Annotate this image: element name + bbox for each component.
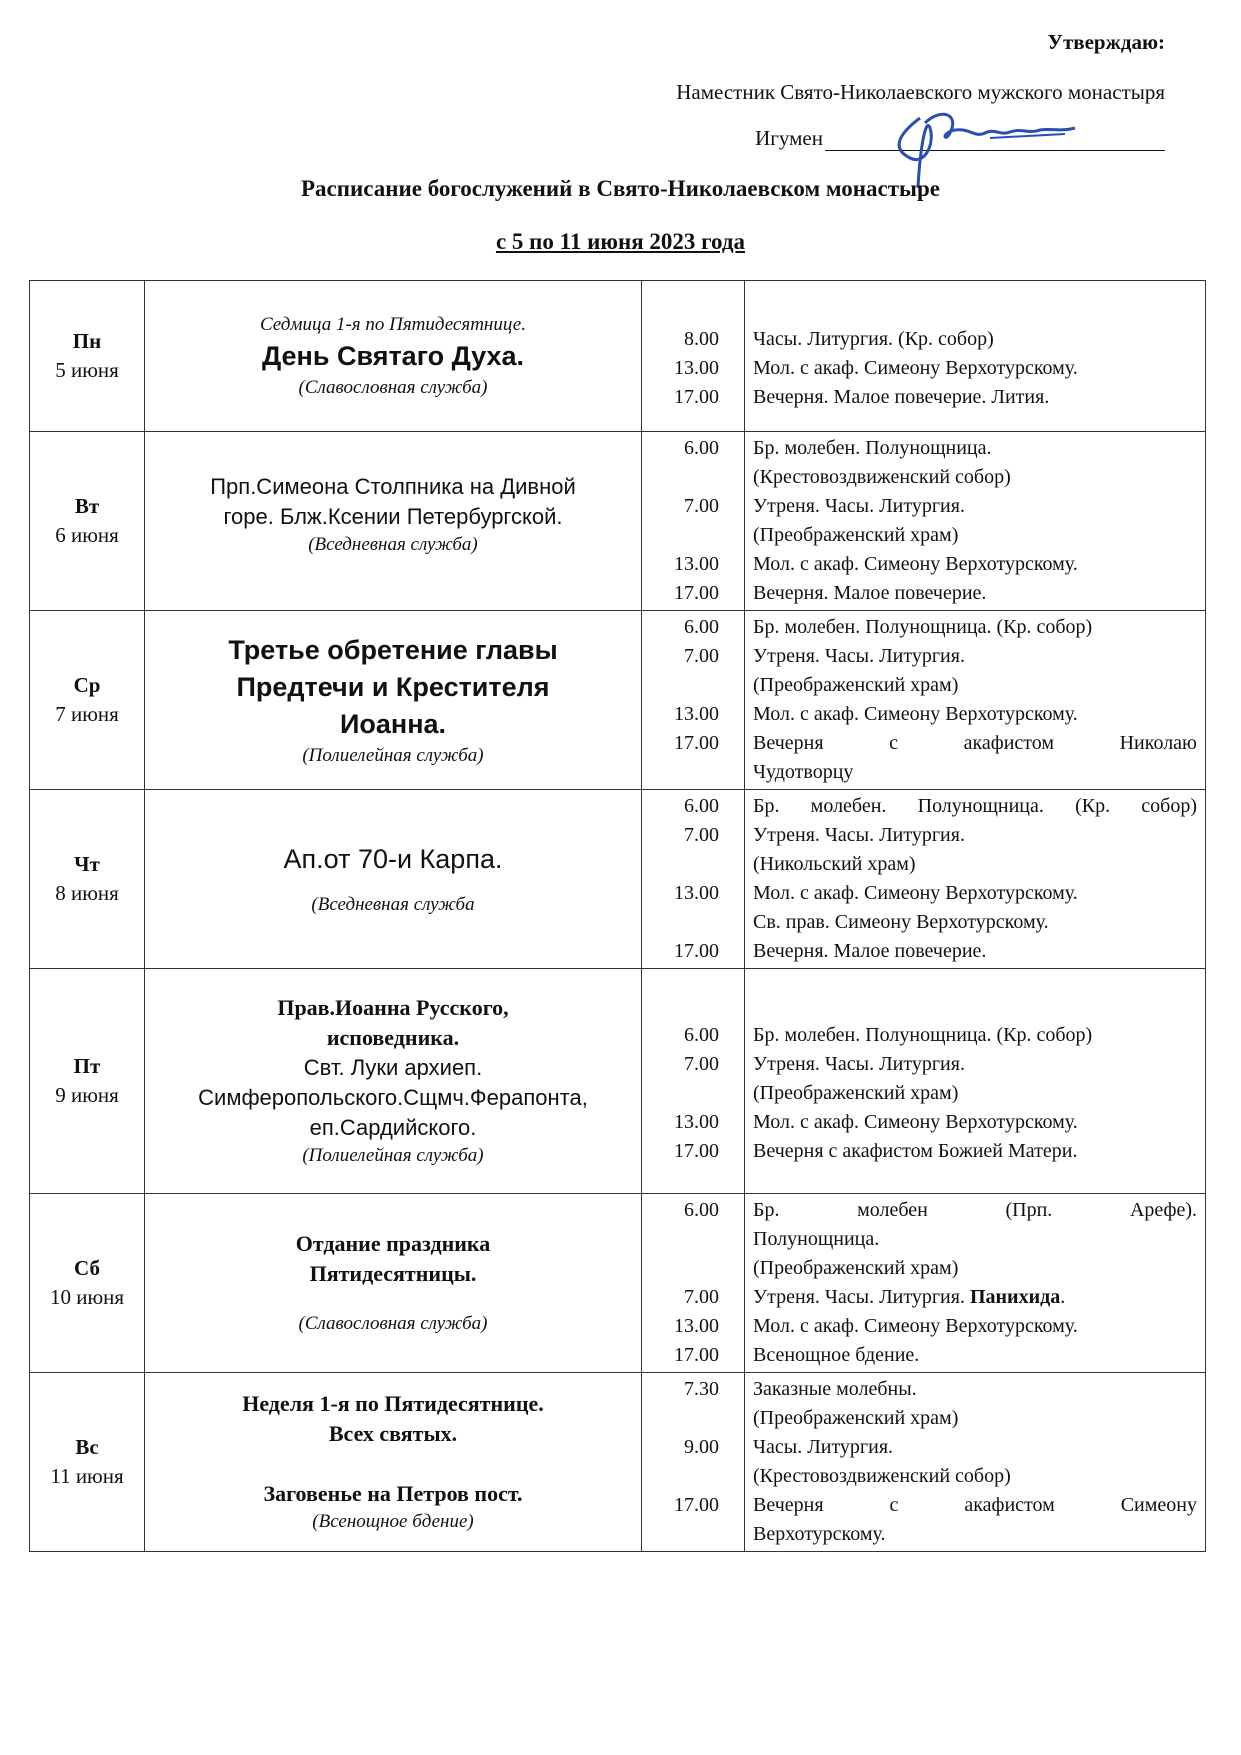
service-line: Вечерня с акафистом Николаю (753, 732, 1197, 754)
day-cell (30, 281, 145, 432)
schedule-table (29, 280, 1206, 1552)
service-type: (Славословная служба) (298, 1313, 488, 1334)
day-cell (30, 432, 145, 611)
service-time: 13.00 (674, 882, 719, 904)
service-time: 7.00 (684, 1052, 719, 1075)
service-time: 7.00 (684, 824, 719, 846)
service-line: Вечерня. Малое повечерие. (753, 582, 987, 604)
feast-title: Пятидесятницы. (309, 1261, 477, 1286)
service-time: 6.00 (684, 437, 719, 459)
service-time: 13.00 (674, 1110, 719, 1133)
service-type: (Вседневная служба) (308, 534, 478, 555)
service-time: 9.00 (684, 1436, 719, 1458)
service-time (650, 1462, 719, 1491)
service-line: Вечерня. Малое повечерие. (753, 940, 987, 962)
weekday: Ср (73, 673, 101, 697)
time-cell (642, 969, 745, 1194)
feast-saint: Симферопольского.Сщмч.Ферапонта, (198, 1085, 588, 1110)
feast-cell (145, 432, 642, 611)
feast-saint: Свт. Луки архиеп. (303, 1055, 483, 1080)
day-cell (30, 1194, 145, 1373)
service-line: Всенощное бдение. (753, 1344, 920, 1366)
time-cell (642, 790, 745, 969)
date: 6 июня (55, 523, 119, 547)
time-cell (642, 281, 745, 432)
service-line: Утреня. Часы. Литургия. Панихида. (753, 1286, 1066, 1308)
feast-title: Неделя 1-я по Пятидесятнице. (242, 1391, 544, 1416)
services-cell (745, 790, 1206, 969)
weekday: Вт (74, 494, 100, 518)
service-line: Мол. с акаф. Симеону Верхотурскому. (753, 703, 1078, 725)
service-type: (Славословная служба) (298, 376, 488, 398)
feast-cell (145, 1194, 642, 1373)
service-line: Св. прав. Симеону Верхотурскому. (753, 911, 1049, 933)
service-time: 13.00 (674, 1315, 719, 1337)
feast-title: Третье обретение главы (228, 634, 558, 665)
service-line: (Преображенский храм) (753, 674, 959, 696)
service-type: (Всенощное бдение) (312, 1511, 474, 1532)
service-time: 13.00 (674, 356, 719, 379)
service-time: 6.00 (684, 1199, 719, 1221)
service-time (650, 463, 719, 492)
service-time: 6.00 (684, 795, 719, 817)
service-time: 13.00 (674, 553, 719, 575)
services-cell (745, 281, 1206, 432)
service-line: Бр. молебен (Прп. Арефе). (753, 1199, 1197, 1221)
weekday: Пт (73, 1054, 101, 1078)
service-time: 17.00 (674, 385, 719, 408)
feast-cell (145, 790, 642, 969)
feast-cell (145, 611, 642, 790)
services-cell (745, 1194, 1206, 1373)
feast-title: Заговенье на Петров пост. (263, 1481, 523, 1506)
service-time: 6.00 (684, 616, 719, 638)
service-time: 17.00 (674, 940, 719, 962)
services-cell (745, 611, 1206, 790)
service-type: (Вседневная служба (311, 893, 475, 915)
weekday: Сб (74, 1256, 100, 1280)
abbot-label: Игумен (755, 126, 823, 150)
service-line: Часы. Литургия. (753, 1436, 894, 1458)
service-time (650, 671, 719, 700)
feast-saint: еп.Сардийского. (309, 1115, 477, 1140)
service-line: Вечерня с акафистом Симеону (753, 1494, 1197, 1516)
weekday: Вс (75, 1435, 99, 1459)
service-line: Утреня. Часы. Литургия. (753, 824, 965, 846)
service-line: Мол. с акаф. Симеону Верхотурскому. (753, 882, 1078, 904)
feast-title: Прп.Симеона Столпника на Дивной (210, 474, 576, 499)
time-cell (642, 1194, 745, 1373)
service-time (650, 521, 719, 550)
service-time (650, 758, 719, 787)
feast-title: горе. Блж.Ксении Петербургской. (223, 504, 563, 529)
service-line: Чудотворцу (753, 761, 854, 783)
service-type: (Полиелейная служба) (302, 744, 484, 766)
service-time: 7.00 (684, 645, 719, 667)
document-subtitle (0, 229, 1241, 255)
time-cell (642, 432, 745, 611)
approval-label: Утверждаю: (1047, 30, 1165, 54)
date: 5 июня (55, 358, 119, 382)
service-line: Часы. Литургия. (Кр. собор) (753, 327, 994, 350)
service-line: (Преображенский храм) (753, 1407, 959, 1429)
service-time: 7.00 (684, 495, 719, 517)
service-time: 13.00 (674, 703, 719, 725)
service-line: (Крестовоздвиженский собор) (753, 1465, 1011, 1487)
service-line: Верхотурскому. (753, 1523, 886, 1545)
service-time (650, 1404, 719, 1433)
service-line: Вечерня с акафистом Божией Матери. (753, 1139, 1078, 1162)
date: 8 июня (55, 881, 119, 905)
document-title: Расписание богослужений в Свято-Николаевском монастыре (301, 176, 940, 201)
feast-title: Прав.Иоанна Русского, (277, 995, 509, 1020)
feast-cell (145, 281, 642, 432)
vicar-title: Наместник Свято-Николаевского мужского монастыря (676, 80, 1165, 104)
service-line: (Преображенский храм) (753, 1081, 959, 1104)
services-cell (745, 1373, 1206, 1552)
table-row (30, 281, 1206, 432)
service-line: (Никольский храм) (753, 853, 916, 875)
date: 7 июня (55, 702, 119, 726)
day-cell (30, 1373, 145, 1552)
day-cell (30, 611, 145, 790)
time-cell (642, 611, 745, 790)
date: 11 июня (50, 1464, 124, 1488)
service-line: Бр. молебен. Полунощница. (753, 437, 992, 459)
service-time: 17.00 (674, 732, 719, 754)
service-line: Полунощница. (753, 1228, 880, 1250)
service-time: 17.00 (674, 1344, 719, 1366)
service-time (650, 1520, 719, 1549)
service-line: Мол. с акаф. Симеону Верхотурскому. (753, 356, 1078, 379)
date: 10 июня (49, 1285, 125, 1309)
service-line: (Крестовоздвиженский собор) (753, 466, 1011, 488)
table-row (30, 790, 1206, 969)
spacer (242, 1449, 544, 1479)
service-line: Мол. с акаф. Симеону Верхотурскому. (753, 553, 1078, 575)
service-time (650, 908, 719, 937)
time-cell (642, 1373, 745, 1552)
service-time: 7.00 (684, 1286, 719, 1308)
feast-title: День Святаго Духа. (261, 340, 525, 371)
service-time: 17.00 (674, 1494, 719, 1516)
service-time: 17.00 (674, 1139, 719, 1162)
service-time: 17.00 (674, 582, 719, 604)
service-time (650, 1254, 719, 1283)
day-cell (30, 969, 145, 1194)
service-line: Вечерня. Малое повечерие. Лития. (753, 385, 1050, 408)
service-line: Бр. молебен. Полунощница. (Кр. собор) (753, 616, 1093, 638)
table-row (30, 611, 1206, 790)
service-line: Бр. молебен. Полунощница. (Кр. собор) (753, 795, 1197, 817)
date: 9 июня (55, 1083, 119, 1107)
table-row (30, 1194, 1206, 1373)
service-line: Утреня. Часы. Литургия. (753, 645, 965, 667)
day-cell (30, 790, 145, 969)
feast-title: Отдание праздника (295, 1231, 491, 1256)
service-time: 6.00 (684, 1023, 719, 1046)
service-line: Заказные молебны. (753, 1378, 917, 1400)
service-line: Бр. молебен. Полунощница. (Кр. собор) (753, 1023, 1093, 1046)
feast-title: Предтечи и Крестителя (236, 671, 550, 702)
table-row (30, 969, 1206, 1194)
service-line: Утреня. Часы. Литургия. (753, 495, 965, 517)
service-line: Мол. с акаф. Симеону Верхотурскому. (753, 1110, 1078, 1133)
weekday: Чт (74, 852, 100, 876)
service-line: Мол. с акаф. Симеону Верхотурскому. (753, 1315, 1078, 1337)
feast-title: исповедника. (326, 1025, 460, 1050)
weekday: Пн (72, 329, 102, 353)
feast-title: Ап.от 70-и Карпа. (283, 843, 503, 874)
service-line-text: Утреня. Часы. Литургия. (753, 1286, 965, 1308)
feast-cell (145, 1373, 642, 1552)
service-time (650, 1225, 719, 1254)
service-time: 7.30 (684, 1378, 719, 1400)
service-time (650, 850, 719, 879)
date-range: с 5 по 11 июня 2023 года (495, 229, 746, 254)
services-cell (745, 432, 1206, 611)
services-cell (745, 969, 1206, 1194)
week-note: Седмица 1-я по Пятидесятнице. (259, 313, 526, 335)
service-type: (Полиелейная служба) (302, 1145, 484, 1166)
panikhida-label: Панихида (969, 1286, 1061, 1308)
service-line: (Преображенский храм) (753, 524, 959, 546)
feast-title: Всех святых. (328, 1421, 458, 1446)
service-line: Утреня. Часы. Литургия. (753, 1052, 965, 1075)
table-row (30, 432, 1206, 611)
feast-cell (145, 969, 642, 1194)
service-time (650, 1079, 719, 1108)
table-row (30, 1373, 1206, 1552)
service-time: 8.00 (684, 327, 719, 350)
service-line: (Преображенский храм) (753, 1257, 959, 1279)
feast-title: Иоанна. (339, 708, 447, 739)
